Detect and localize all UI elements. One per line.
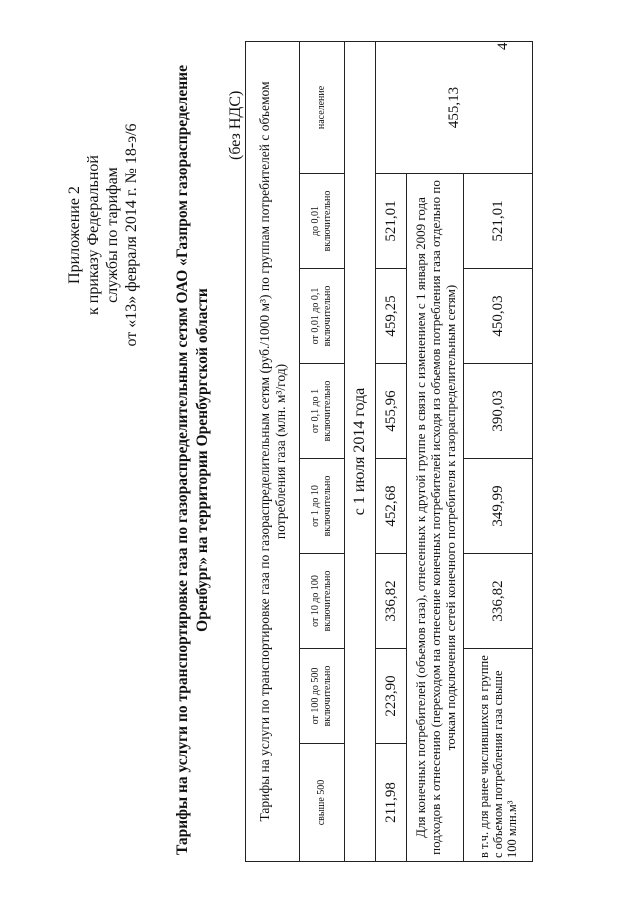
tariff-value: 336,82	[376, 554, 407, 649]
period-row: с 1 июля 2014 года	[345, 41, 376, 861]
column-header: от 1 до 10 включительно	[300, 459, 345, 554]
approval-line: к приказу Федеральной	[85, 155, 102, 315]
column-header: от 0,1 до 1 включительно	[300, 364, 345, 459]
column-header: от 0,01 до 0,1 включительно	[300, 269, 345, 364]
document-title	[173, 40, 213, 880]
title-line: Оренбург» на территории Оренбургской области	[194, 288, 211, 632]
tariff-table	[245, 41, 533, 862]
sub-value: 450,03	[464, 269, 533, 364]
rotated-content	[55, 40, 615, 880]
column-header: до 0,01 включительно	[300, 174, 345, 269]
table-header: Тарифы на услуги по транспортировке газа по газораспределительным сетям (руб./1000 м³) по группам потребителей с объемом потребления газа (млн. м³/год)	[246, 41, 300, 861]
title-line: Тарифы на услуги по транспортировке газа по газораспределительным сетям ОАО «Газпром газораспределение	[174, 65, 191, 856]
approval-line: службы по тарифам	[104, 167, 121, 303]
approval-line: Приложение 2	[66, 186, 83, 284]
sub-value: 336,82	[464, 554, 533, 649]
sub-value: 390,03	[464, 364, 533, 459]
tariff-value: 223,90	[376, 649, 407, 744]
tariff-value: 521,01	[376, 174, 407, 269]
column-header: от 10 до 100 включительно	[300, 554, 345, 649]
tariff-value: 455,96	[376, 364, 407, 459]
column-header: население	[300, 41, 345, 173]
note-row: Для конечных потребителей (объемов газа), отнесенных к другой группе в связи с изменением с 1 января 2009 года подходов к отнесению (переходом на отнесение конечных потребителей исходя из объемов потребления газа отдельно по точкам подключения сетей конечного потребителя к газораспределительным сетям)	[407, 174, 464, 862]
sub-label: в т.ч. для ранее числившихся в группе с объемом потребления газа свыше 100 млн.м³	[464, 649, 533, 862]
sub-value: 521,01	[464, 174, 533, 269]
tariff-value: 459,25	[376, 269, 407, 364]
sub-value: 349,99	[464, 459, 533, 554]
population-value: 455,13	[376, 41, 533, 173]
tariff-value: 211,98	[376, 744, 407, 862]
column-header: от 100 до 500 включительно	[300, 649, 345, 744]
tariff-value: 452,68	[376, 459, 407, 554]
column-header: свыше 500	[300, 744, 345, 862]
vat-note: (без НДС)	[227, 90, 244, 160]
approval-line: от «13» февраля 2014 г. № 18-э/6	[123, 123, 140, 347]
approval-block	[65, 90, 141, 380]
page-number: 4	[495, 42, 511, 50]
